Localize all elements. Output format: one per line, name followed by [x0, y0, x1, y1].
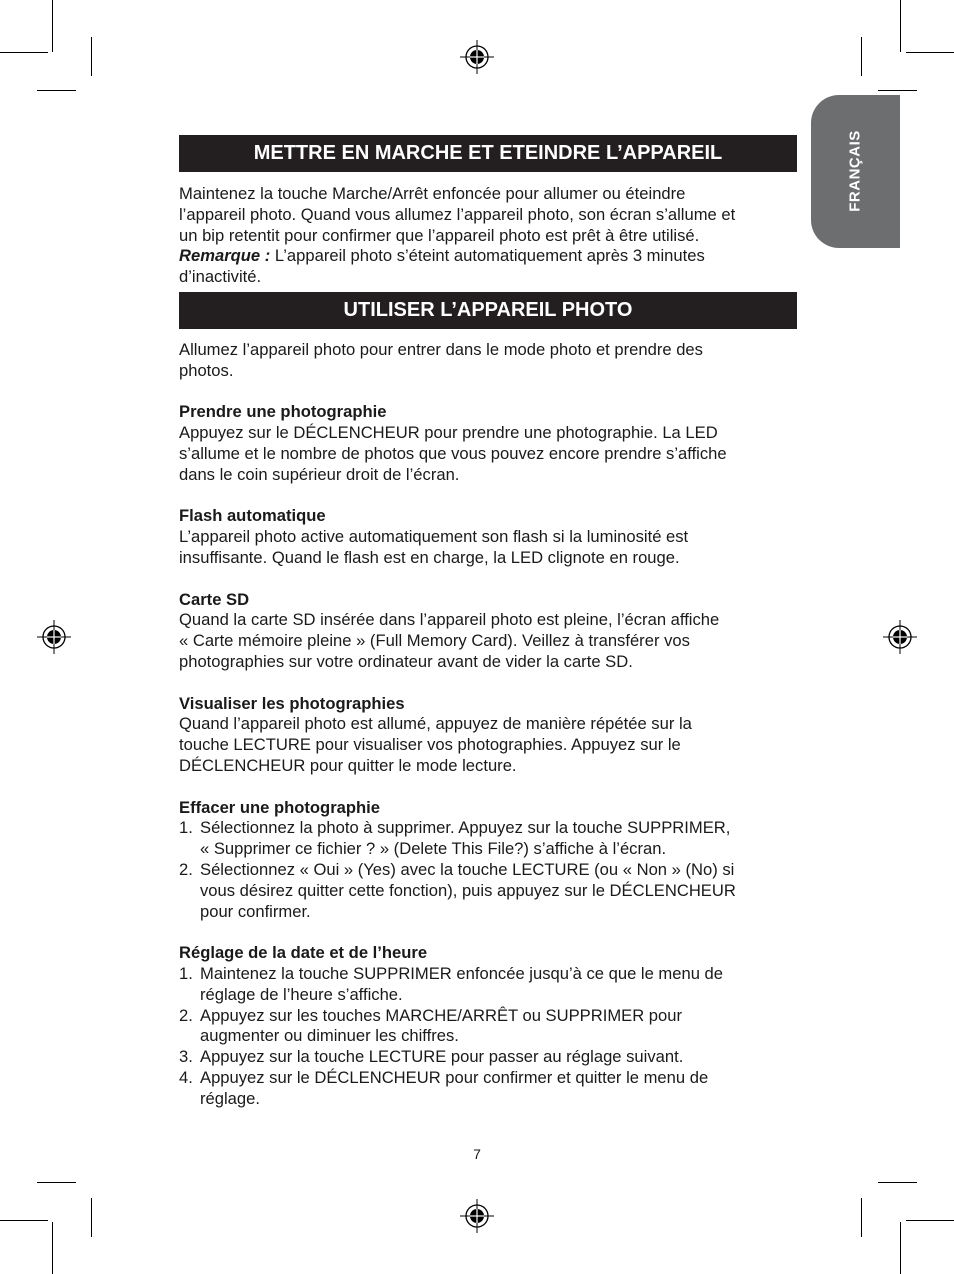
text-line: réglage de l’heure s’affiche.: [200, 984, 403, 1004]
crop-mark: [37, 1182, 76, 1183]
text-line: dans le coin supérieur droit de l’écran.: [179, 464, 460, 484]
text-line: Appuyez sur le DÉCLENCHEUR pour prendre une photographie. La LED: [179, 423, 718, 443]
text-line: Sélectionnez « Oui » (Yes) avec la touche LECTURE (ou « Non » (No) si: [200, 859, 735, 879]
crop-mark: [52, 1222, 53, 1274]
text-line: insuffisante. Quand le flash est en charge, la LED clignote en rouge.: [179, 547, 680, 567]
list-item: [179, 1006, 797, 1048]
text-line: vous désirez quitter cette fonction), puis appuyez sur le DÉCLENCHEUR: [200, 880, 736, 900]
registration-mark-icon: [460, 40, 494, 74]
crop-mark: [91, 1198, 92, 1237]
text-line: Appuyez sur les touches MARCHE/ARRÊT ou SUPPRIMER pour: [200, 1005, 683, 1025]
crop-mark: [52, 0, 53, 52]
list-number: 1.: [179, 818, 193, 838]
text-line: un bip retentit pour confirmer que l’appareil photo est prêt à être utilisé.: [179, 225, 700, 245]
subheading-view-photos: Visualiser les photographies: [179, 693, 405, 713]
note-label: Remarque :: [179, 246, 271, 266]
text-line: « Carte mémoire pleine » (Full Memory Card). Veillez à transférer vos: [179, 631, 690, 651]
subheading-delete-photo: Effacer une photographie: [179, 797, 380, 817]
section-heading-text: UTILISER L’APPAREIL PHOTO: [343, 299, 633, 321]
crop-mark: [37, 90, 76, 91]
list-item: [179, 964, 797, 1006]
text-line: Sélectionnez la photo à supprimer. Appuyez sur la touche SUPPRIMER,: [200, 818, 731, 838]
text-line: augmenter ou diminuer les chiffres.: [200, 1026, 459, 1046]
text-line: réglage.: [200, 1088, 260, 1108]
text-line: Appuyez sur le DÉCLENCHEUR pour confirmer et quitter le menu de: [200, 1067, 709, 1087]
crop-mark: [906, 1220, 954, 1221]
registration-mark-icon: [37, 620, 71, 654]
list-number: 4.: [179, 1067, 193, 1087]
text-line: photographies sur votre ordinateur avant de vider la carte SD.: [179, 651, 633, 671]
text-line: Quand la carte SD insérée dans l’appareil photo est pleine, l’écran affiche: [179, 610, 720, 630]
subheading-sd-card: Carte SD: [179, 589, 250, 609]
subheading-take-photo: Prendre une photographie: [179, 402, 387, 422]
list-number: 1.: [179, 963, 193, 983]
language-tab: [811, 95, 900, 248]
crop-mark: [878, 90, 917, 91]
list-number: 2.: [179, 859, 193, 879]
text-line: d’inactivité.: [179, 267, 262, 287]
text-line: touche LECTURE pour visualiser vos photographies. Appuyez sur le: [179, 735, 681, 755]
list-item: [179, 1068, 797, 1110]
subheading-date-time: Réglage de la date et de l’heure: [179, 943, 428, 963]
text-line: Maintenez la touche Marche/Arrêt enfoncée pour allumer ou éteindre: [179, 184, 686, 203]
power-instructions: [179, 184, 797, 288]
list-item: [179, 818, 797, 860]
crop-mark: [861, 1198, 862, 1237]
use-camera-instructions: [179, 340, 797, 1109]
note-text: L’appareil photo s’éteint automatiquement après 3 minutes: [270, 246, 705, 266]
subheading-flash: Flash automatique: [179, 506, 326, 526]
registration-mark-icon: [460, 1199, 494, 1233]
note-line: [179, 246, 797, 267]
section-heading-text: METTRE EN MARCHE ET ETEINDRE L’APPAREIL: [253, 142, 723, 164]
list-item: [179, 1047, 797, 1068]
crop-mark: [906, 52, 954, 53]
text-line: Appuyez sur la touche LECTURE pour passer au réglage suivant.: [200, 1047, 684, 1067]
date-time-steps-list: [179, 964, 797, 1110]
crop-mark: [900, 0, 901, 52]
registration-mark-icon: [883, 620, 917, 654]
list-number: 3.: [179, 1047, 193, 1067]
crop-mark: [0, 1220, 48, 1221]
text-line: Allumez l’appareil photo pour entrer dans le mode photo et prendre des: [179, 340, 703, 359]
crop-mark: [878, 1182, 917, 1183]
text-line: Quand l’appareil photo est allumé, appuyez de manière répétée sur la: [179, 714, 692, 734]
delete-steps-list: [179, 818, 797, 922]
text-line: L’appareil photo active automatiquement son flash si la luminosité est: [179, 527, 689, 547]
text-line: DÉCLENCHEUR pour quitter le mode lecture.: [179, 755, 517, 775]
list-number: 2.: [179, 1005, 193, 1025]
section-heading-power: [179, 135, 797, 172]
text-line: « Supprimer ce fichier ? » (Delete This File?) s’affiche à l’écran.: [200, 839, 667, 859]
text-line: l’appareil photo. Quand vous allumez l’appareil photo, son écran s’allume et: [179, 204, 736, 224]
crop-mark: [91, 37, 92, 76]
crop-mark: [861, 37, 862, 76]
text-line: Maintenez la touche SUPPRIMER enfoncée jusqu’à ce que le menu de: [200, 963, 724, 983]
page-number: 7: [473, 1146, 481, 1162]
text-line: s’allume et le nombre de photos que vous pouvez encore prendre s’affiche: [179, 443, 727, 463]
text-line: pour confirmer.: [200, 901, 311, 921]
crop-mark: [0, 52, 48, 53]
section-heading-use-camera: [179, 292, 797, 329]
crop-mark: [900, 1222, 901, 1274]
language-tab-label: FRANÇAIS: [846, 130, 864, 212]
text-line: photos.: [179, 360, 234, 380]
list-item: [179, 860, 797, 922]
